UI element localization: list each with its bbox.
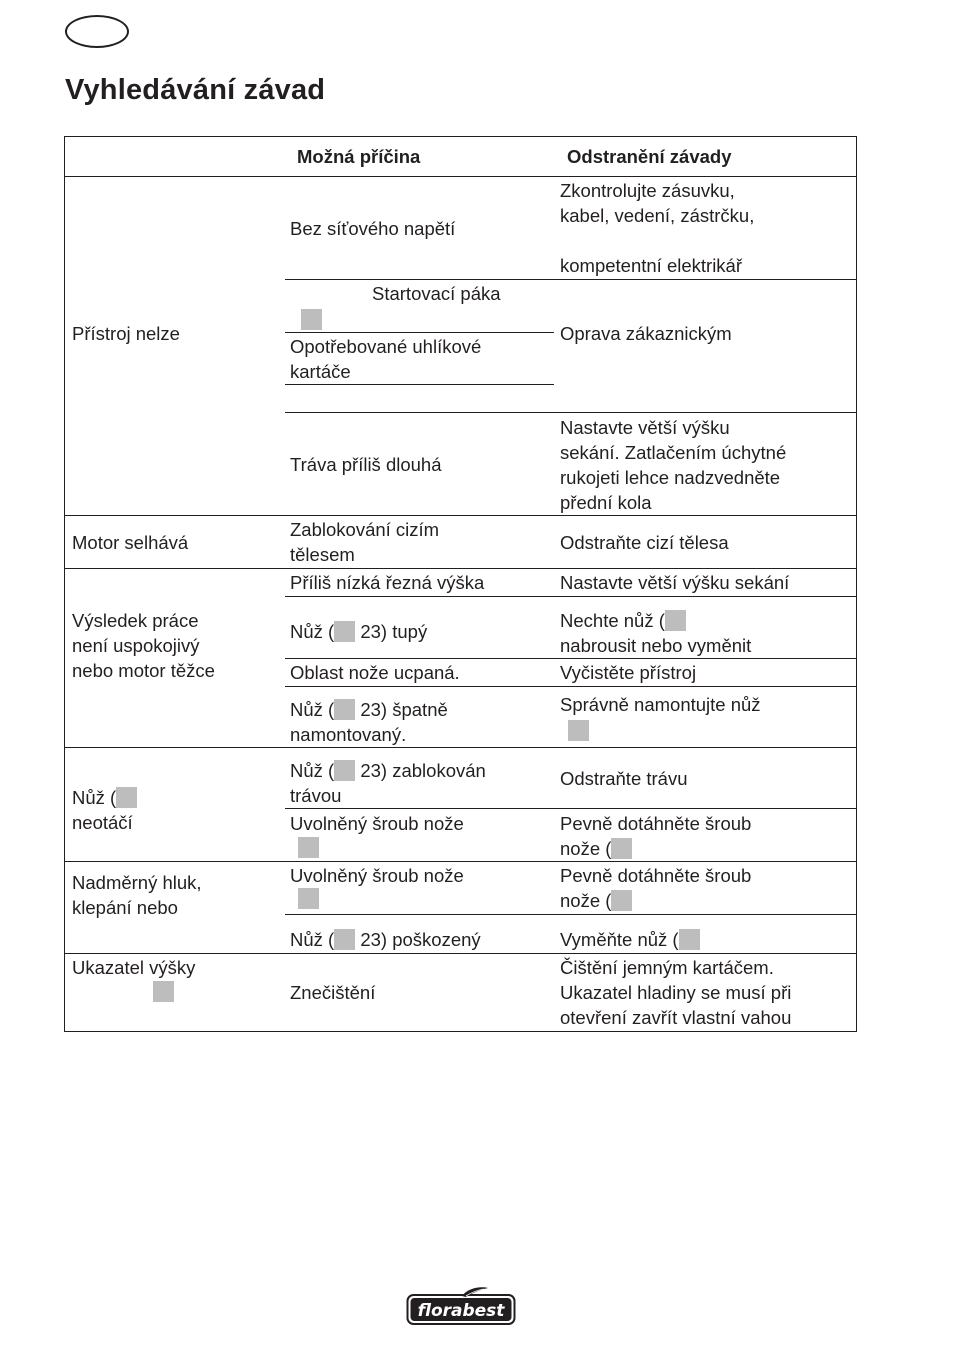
cause-cell: Bez síťového napětí xyxy=(290,218,456,239)
remedy-cell: nabrousit nebo vyměnit xyxy=(560,635,752,656)
cause-cell xyxy=(290,697,448,722)
remedy-cell xyxy=(560,608,686,633)
problem-cell: Motor selhává xyxy=(72,532,189,553)
remedy-cell: Odstraňte cizí tělesa xyxy=(560,532,729,553)
problem-cell: Přístroj nelze xyxy=(72,323,180,344)
cause-divider xyxy=(285,384,554,385)
remedy-cell: Nastavte větší výšku sekání. Zatlačením úchytné rukojeti lehce nadzvedněte přední kola xyxy=(560,417,787,513)
remedy-text: Vyměňte nůž ( xyxy=(560,929,679,950)
reference-number-box xyxy=(665,610,686,631)
cause-text: 23) tupý xyxy=(360,621,428,642)
remedy-cell xyxy=(560,836,632,861)
cause-cell xyxy=(290,619,427,644)
cause-text: Nůž ( xyxy=(290,699,335,720)
cause-divider xyxy=(285,332,554,333)
remedy-text: Nechte nůž ( xyxy=(560,610,665,631)
reference-number-box xyxy=(334,621,355,642)
reference-number-box xyxy=(298,837,319,858)
logo-text: florabest xyxy=(417,1301,505,1321)
problem-cell: Ukazatel výšky xyxy=(72,957,196,978)
cause-text: 23) zablokován xyxy=(360,760,486,781)
row-divider xyxy=(285,686,857,687)
reference-number-box xyxy=(153,981,174,1002)
language-badge xyxy=(65,15,129,48)
cause-cell: Opotřebované uhlíkové kartáče xyxy=(290,336,482,382)
header-remedy: Odstranění závady xyxy=(567,146,732,167)
cause-cell: namontovaný. xyxy=(290,724,407,745)
table-divider xyxy=(64,861,857,862)
remedy-cell: Odstraňte trávu xyxy=(560,768,688,789)
remedy-cell: Oprava zákaznickým xyxy=(560,323,732,344)
remedy-cell: Vyčistěte přístroj xyxy=(560,662,697,683)
cause-text: Nůž ( xyxy=(290,621,335,642)
row-divider xyxy=(285,412,857,413)
remedy-cell: Čištění jemným kartáčem. Ukazatel hladiny se musí při otevření zavřít vlastní vahou xyxy=(560,957,792,1028)
cause-cell xyxy=(290,927,481,952)
reference-number-box xyxy=(116,787,137,808)
problem-cell xyxy=(72,785,137,810)
remedy-cell: Pevně dotáhněte šroub xyxy=(560,813,752,834)
remedy-cell: Zkontrolujte zásuvku, kabel, vedení, zástrčku, xyxy=(560,180,755,226)
row-divider xyxy=(285,914,857,915)
table-divider xyxy=(64,176,857,177)
reference-number-box xyxy=(611,890,632,911)
problem-cell: Nadměrný hluk, klepání nebo xyxy=(72,872,202,918)
florabest-logo xyxy=(406,1286,516,1326)
cause-text: 23) špatně xyxy=(360,699,448,720)
cause-text: Nůž ( xyxy=(290,929,335,950)
table-divider xyxy=(64,953,857,954)
reference-number-box xyxy=(298,888,319,909)
table-divider xyxy=(64,747,857,748)
reference-number-box xyxy=(334,929,355,950)
remedy-text: nože ( xyxy=(560,890,612,911)
remedy-cell: Nastavte větší výšku sekání xyxy=(560,572,790,593)
cause-text: Nůž ( xyxy=(290,760,335,781)
cause-cell xyxy=(290,758,486,783)
remedy-cell: Správně namontujte nůž xyxy=(560,694,761,715)
remedy-text: nože ( xyxy=(560,838,612,859)
cause-text: 23) poškozený xyxy=(360,929,481,950)
reference-number-box xyxy=(568,720,589,741)
page-title: Vyhledávání závad xyxy=(65,74,326,106)
problem-cell: neotáčí xyxy=(72,812,133,833)
header-cause: Možná příčina xyxy=(297,146,421,167)
problem-text: Nůž ( xyxy=(72,787,117,808)
row-divider xyxy=(285,658,857,659)
row-divider xyxy=(285,596,857,597)
remedy-cell: Pevně dotáhněte šroub xyxy=(560,865,752,886)
reference-number-box xyxy=(334,699,355,720)
cause-cell: Tráva příliš dlouhá xyxy=(290,454,442,475)
reference-number-box xyxy=(301,309,322,330)
cause-cell: Uvolněný šroub nože xyxy=(290,813,464,834)
cause-cell: Oblast nože ucpaná. xyxy=(290,662,460,683)
row-divider xyxy=(285,279,857,280)
cause-cell: Zablokování cizím tělesem xyxy=(290,519,440,565)
table-divider xyxy=(64,568,857,569)
reference-number-box xyxy=(679,929,700,950)
cause-cell: Znečištění xyxy=(290,982,376,1003)
cause-cell: Uvolněný šroub nože xyxy=(290,865,464,886)
reference-number-box xyxy=(611,838,632,859)
remedy-cell xyxy=(560,888,632,913)
row-divider xyxy=(285,808,857,809)
cause-cell: trávou xyxy=(290,785,342,806)
cause-cell: Startovací páka xyxy=(372,283,501,304)
reference-number-box xyxy=(334,760,355,781)
problem-cell: Výsledek práce není uspokojivý nebo motor těžce xyxy=(72,610,215,681)
table-divider xyxy=(64,515,857,516)
remedy-cell: kompetentní elektrikář xyxy=(560,255,743,276)
cause-cell: Příliš nízká řezná výška xyxy=(290,572,485,593)
remedy-cell xyxy=(560,927,700,952)
